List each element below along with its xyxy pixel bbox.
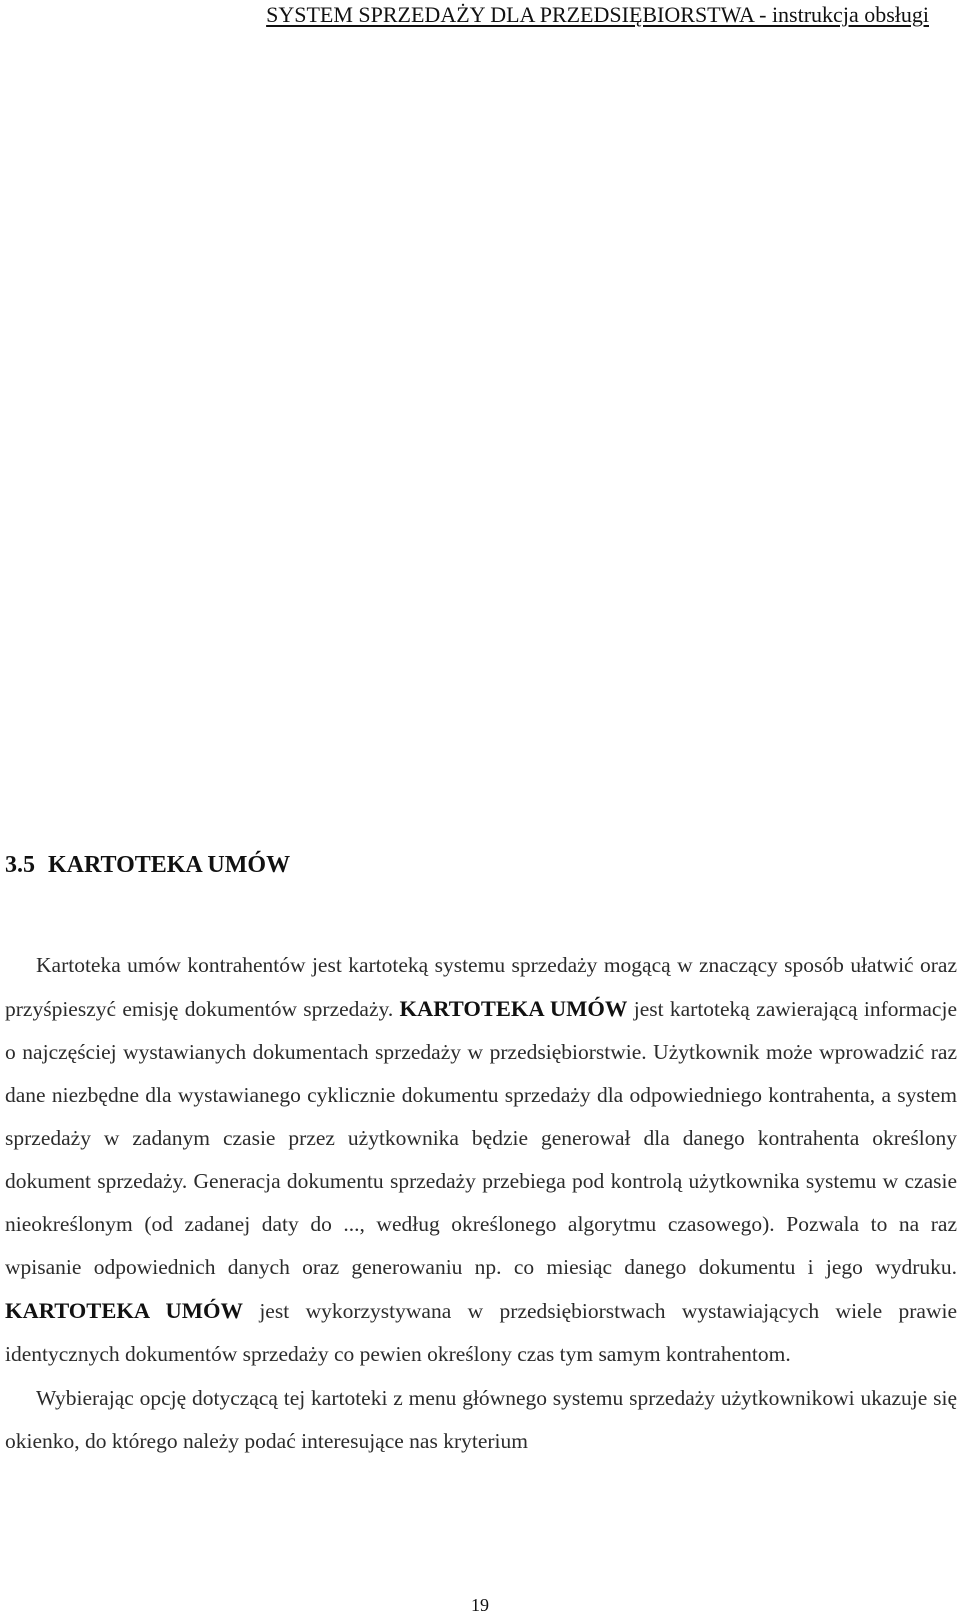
paragraph-text: jest kartoteką zawierającą informacje o najczęściej wystawianych dokumentach sprzedaży w przedsiębiorstwie. Użytkownik może wprowadzić raz dane niezbędne dla wystawianego cyklicznie dokumentu sprzedaży dla odpowiedniego kontrahenta, a system sprzedaży w zadanym czasie przez użytkownika będzie generował dla danego kontrahenta określony dokument sprzedaży. Generacja dokumentu sprzedaży przebiega pod kontrolą użytkownika systemu w czasie nieokreślonym (od zadanej daty do ..., według określonego algorytmu czasowego). Pozwala to na raz wpisanie odpowiednich danych oraz generowaniu np. co miesiąc danego dokumentu i jego wydruku. [5,997,957,1279]
emphasis-term: KARTOTEKA UMÓW [5,1298,243,1323]
paragraph-text: Wybierając opcję dotyczącą tej kartoteki z menu głównego systemu sprzedaży użytkownikowi ukazuje się okienko, do którego należy podać interesujące nas kryterium [5,1386,957,1453]
section-number: 3.5 [5,852,35,878]
page-number: 19 [471,1595,489,1615]
body-text [5,944,957,1463]
paragraph-text: Kartoteka umów kontrahentów jest kartoteką systemu sprzedaży mogącą w znaczący sposób ułatwić oraz przyśpieszyć emisję dokumentów sprzedaży. [5,953,957,1021]
paragraph [5,944,957,1376]
emphasis-term: KARTOTEKA UMÓW [399,996,628,1021]
running-header: SYSTEM SPRZEDAŻY DLA PRZEDSIĘBIORSTWA - instrukcja obsługi [266,2,929,27]
paragraph [5,1377,957,1463]
paragraph-text: jest wykorzystywana w przedsiębiorstwach wystawiających wiele prawie identycznych dokumentów sprzedaży co pewien określony czas tym samym kontrahentom. [5,1299,957,1366]
section-title-text: KARTOTEKA UMÓW [48,852,291,878]
section-heading [5,852,290,879]
